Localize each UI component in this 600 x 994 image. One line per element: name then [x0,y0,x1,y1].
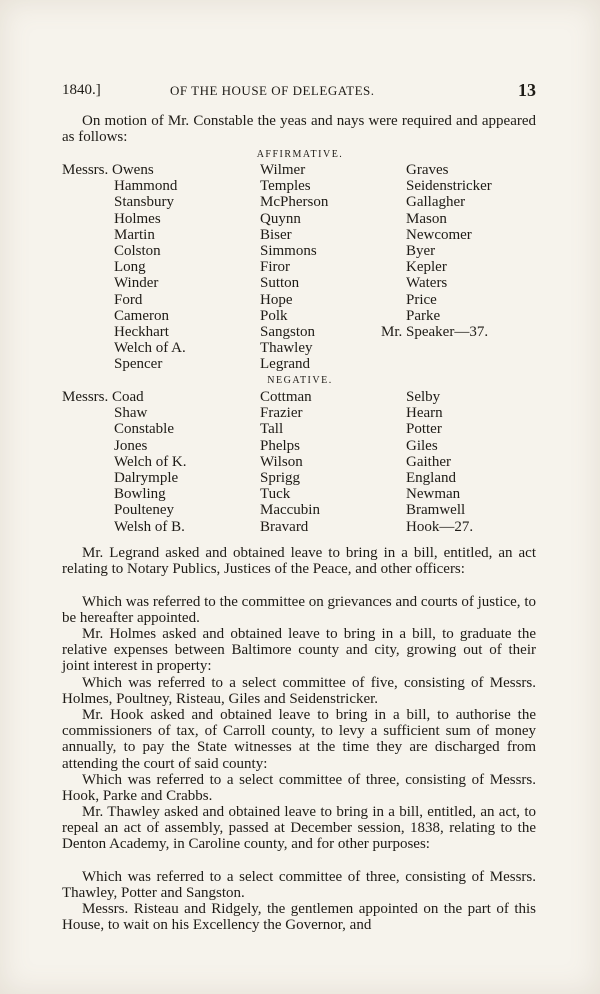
affirmative-voter-col2-12: Legrand [260,356,310,373]
negative-voter-col2-6: Tuck [260,486,291,503]
negative-voter-col2-3: Phelps [260,437,301,454]
negative-voter-col3-5: England [406,470,456,486]
affirmative-voter-col1-1: Hammond [114,178,178,195]
affirmative-voter-col1-10: Heckhart [114,324,169,340]
negative-voter-col2-0: Cottman [260,389,312,405]
paragraph-risteau-ridgely: Messrs. Risteau and Ridgely, the gentlemen appointed on the part of this House, to wait on his Excellency the Governor, and [62,901,536,934]
negative-voter-col3-2: Potter [406,421,442,438]
negative-heading: NEGATIVE. [267,375,333,386]
header-year: 1840.] [62,82,101,98]
affirmative-voter-col1-2: Stansbury [114,194,174,211]
paragraph-holmes-bill: Mr. Holmes asked and obtained leave to bring in a bill, to graduate the relative expenses between Baltimore county and city, growing out of their joint interest in property: [62,626,536,675]
affirmative-voter-col1-3: Holmes [114,210,161,227]
negative-voter-col1-3: Jones [114,437,148,454]
negative-voter-col2-2: Tall [260,421,284,438]
affirmative-voter-col1-6: Long [114,259,146,276]
negative-voter-col1-2: Constable [114,421,174,438]
negative-voter-col3-4: Gaither [406,453,451,470]
affirmative-heading: AFFIRMATIVE. [256,149,344,160]
negative-voter-col3-1: Hearn [406,405,443,422]
negative-voter-col1-1: Shaw [114,405,148,422]
affirmative-voter-col1-8: Ford [114,291,143,308]
affirmative-voter-col3-1: Seidenstricker [406,178,492,195]
affirmative-voter-col3-0: Graves [406,162,449,178]
affirmative-voter-col2-5: Simmons [260,243,317,259]
intro-paragraph: On motion of Mr. Constable the yeas and nays were required and appeared as follows: [62,113,536,146]
negative-voter-col2-8: Bravard [260,518,309,535]
affirmative-voter-col3-4: Newcomer [406,226,472,243]
negative-voter-col3-8: Hook—27. [406,518,474,535]
affirmative-voter-col1-11: Welch of A. [114,340,186,357]
negative-voter-col1-7: Poulteney [114,502,174,519]
negative-voter-col1-0: Messrs. Coad [62,389,144,405]
negative-voter-col2-1: Frazier [260,405,303,422]
affirmative-voter-col2-7: Sutton [260,275,300,292]
paragraph-hook-bill: Mr. Hook asked and obtained leave to bring in a bill, to authorise the commissioners of tax, of Carroll county, to levy a sufficient sum of money annually, to pay the State witnesses at the time they are discharged from attending the court of said county: [62,707,536,772]
affirmative-voter-col3-2: Gallagher [406,194,466,211]
affirmative-voter-col1-4: Martin [114,226,155,243]
affirmative-voter-col2-2: McPherson [260,194,329,211]
affirmative-voter-col2-6: Firor [260,259,290,276]
affirmative-voter-col1-12: Spencer [114,356,163,373]
affirmative-voter-col2-11: Thawley [260,340,313,357]
affirmative-voter-col2-0: Wilmer [260,162,306,178]
negative-voter-col3-7: Bramwell [406,502,466,519]
paragraph-thawley-referral: Which was referred to a select committee of three, consisting of Messrs. Thawley, Potter and Sangston. [62,869,536,902]
negative-voter-col1-8: Welsh of B. [114,518,185,535]
affirmative-voter-col3-8: Price [406,291,437,308]
affirmative-voter-col2-1: Temples [260,178,311,195]
affirmative-voter-col2-8: Hope [260,291,293,308]
negative-voter-col1-4: Welch of K. [114,453,187,470]
negative-voter-col3-0: Selby [406,389,441,405]
affirmative-voter-col1-7: Winder [114,275,159,292]
affirmative-voter-col2-10: Sangston [260,324,316,340]
negative-voter-col2-4: Wilson [260,453,303,470]
page-number: 13 [518,80,536,100]
affirmative-voter-col3-7: Waters [406,275,448,292]
negative-voter-col1-6: Bowling [114,486,166,503]
negative-voter-col3-6: Newman [406,486,461,503]
affirmative-voter-col3-5: Byer [406,243,436,259]
affirmative-voter-col3-3: Mason [406,210,447,227]
affirmative-voter-col3-9: Parke [406,307,441,324]
affirmative-voter-col1-5: Colston [114,243,161,259]
paragraph-holmes-referral: Which was referred to a select committee of five, consisting of Messrs. Holmes, Poultney, Risteau, Giles and Seidenstricker. [62,675,536,708]
negative-voter-col2-5: Sprigg [260,470,301,486]
negative-voter-col3-3: Giles [406,437,438,454]
paragraph-thawley-bill: Mr. Thawley asked and obtained leave to bring in a bill, entitled, an act, to repeal an act of assembly, passed at December session, 1838, relating to the Denton Academy, in Caroline county, and for other purposes: [62,804,536,853]
negative-voter-col2-7: Maccubin [260,502,320,519]
affirmative-voter-col2-4: Biser [260,226,292,243]
paragraph-grievances-referral: Which was referred to the committee on grievances and courts of justice, to be hereafter appointed. [62,594,536,627]
header-title: OF THE HOUSE OF DELEGATES. [170,83,375,98]
affirmative-voter-col3-6: Kepler [406,259,447,276]
running-header [62,82,536,104]
affirmative-voter-col2-9: Polk [260,307,288,324]
affirmative-voter-col3-10: Mr. Speaker—37. [381,324,489,340]
affirmative-voter-col1-9: Cameron [114,307,169,324]
affirmative-voter-col2-3: Quynn [260,210,301,227]
paragraph-legrand-bill: Mr. Legrand asked and obtained leave to bring in a bill, entitled, an act relating to Notary Publics, Justices of the Peace, and other officers: [62,545,536,578]
negative-voter-col1-5: Dalrymple [114,470,179,486]
affirmative-voter-col1-0: Messrs. Owens [62,162,154,178]
paragraph-hook-referral: Which was referred to a select committee of three, consisting of Messrs. Hook, Parke and Crabbs. [62,772,536,805]
